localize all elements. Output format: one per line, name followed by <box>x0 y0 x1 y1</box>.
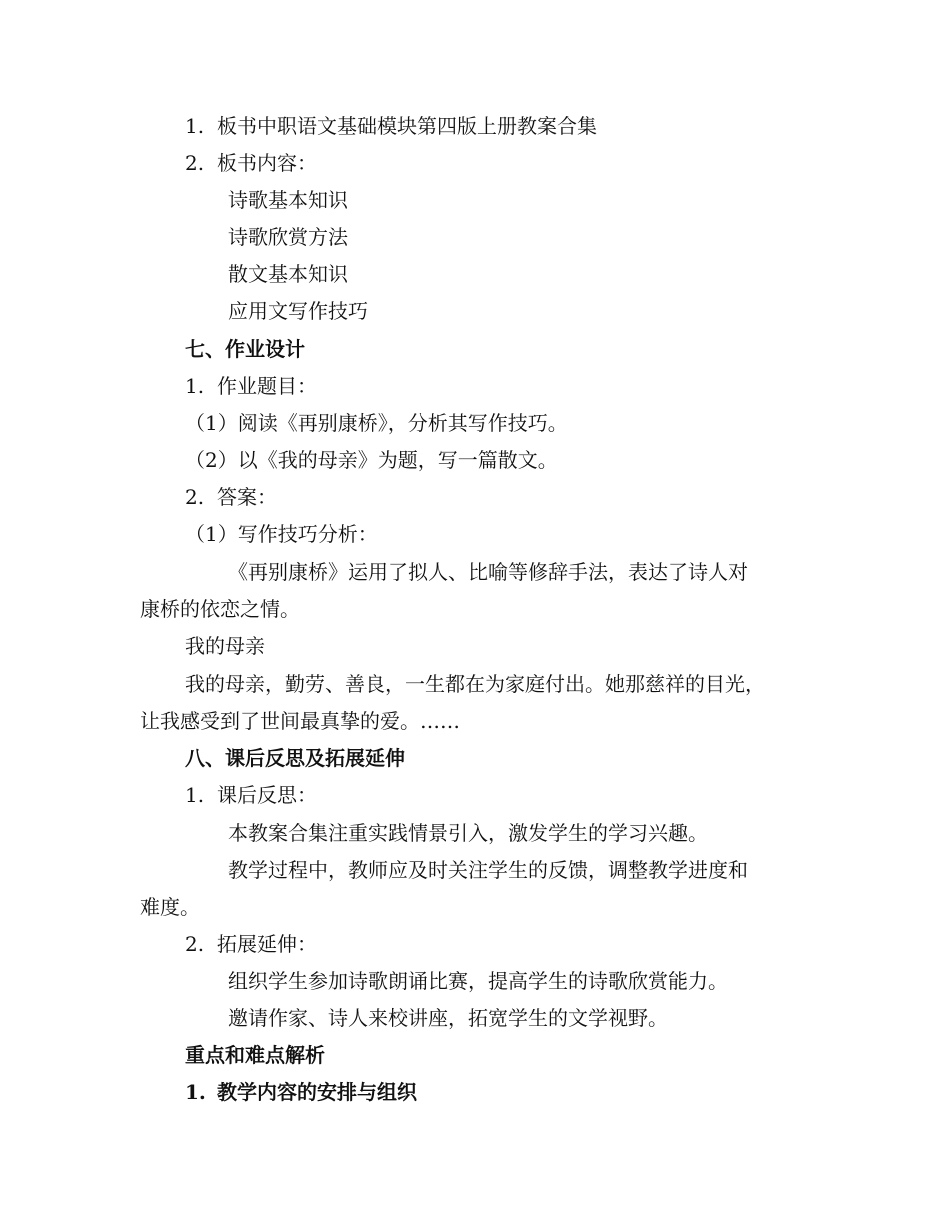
line-text: 板书内容： <box>217 151 317 175</box>
line-text: 作业题目： <box>217 374 317 398</box>
list-item <box>185 483 277 511</box>
paragraph-line: 我的母亲，勤劳、善良，一生都在为家庭付出。她那慈祥的目光， <box>185 672 765 696</box>
paragraph-line: 康桥的依恋之情。 <box>140 597 300 621</box>
list-number: 1. <box>185 1080 206 1104</box>
section-heading: 重点和难点解析 <box>185 1043 325 1067</box>
list-item <box>185 930 317 958</box>
paragraph-line: 《再别康桥》运用了拟人、比喻等修辞手法，表达了诗人对 <box>228 560 748 584</box>
assignment-item: （1）阅读《再别康桥》，分析其写作技巧。 <box>185 411 568 435</box>
board-content-item: 散文基本知识 <box>228 262 348 286</box>
paragraph-line: 本教案合集注重实践情景引入，激发学生的学习兴趣。 <box>228 821 708 845</box>
paragraph-line: 邀请作家、诗人来校讲座，拓宽学生的文学视野。 <box>228 1006 668 1030</box>
answer-item: （1）写作技巧分析： <box>185 522 378 546</box>
line-text: 答案： <box>217 485 277 509</box>
board-content-item: 诗歌欣赏方法 <box>228 225 348 249</box>
board-content-item: 诗歌基本知识 <box>228 188 348 212</box>
section-heading: 七、作业设计 <box>185 337 305 361</box>
list-number: 2. <box>185 932 205 956</box>
list-number: 1. <box>185 114 205 138</box>
paragraph-line: 教学过程中，教师应及时关注学生的反馈，调整教学进度和 <box>228 858 748 882</box>
paragraph-line: 组织学生参加诗歌朗诵比赛，提高学生的诗歌欣赏能力。 <box>228 969 728 993</box>
list-number: 2. <box>185 151 205 175</box>
list-item <box>185 372 317 400</box>
paragraph-line: 难度。 <box>140 895 200 919</box>
line-text: 拓展延伸： <box>217 932 317 956</box>
subsection-heading <box>185 1078 417 1106</box>
board-content-item: 应用文写作技巧 <box>228 299 368 323</box>
list-item <box>185 149 317 177</box>
list-number: 1. <box>185 374 205 398</box>
list-item <box>185 112 597 140</box>
paragraph-line: 让我感受到了世间最真挚的爱。…… <box>140 709 460 733</box>
list-number: 1. <box>185 783 205 807</box>
list-number: 2. <box>185 485 205 509</box>
line-text: 板书中职语文基础模块第四版上册教案合集 <box>217 114 597 138</box>
line-text: 课后反思： <box>217 783 317 807</box>
line-text: 教学内容的安排与组织 <box>217 1080 417 1104</box>
list-item <box>185 781 317 809</box>
section-heading: 八、课后反思及拓展延伸 <box>185 746 405 770</box>
essay-title: 我的母亲 <box>185 634 265 658</box>
assignment-item: （2）以《我的母亲》为题，写一篇散文。 <box>185 448 558 472</box>
